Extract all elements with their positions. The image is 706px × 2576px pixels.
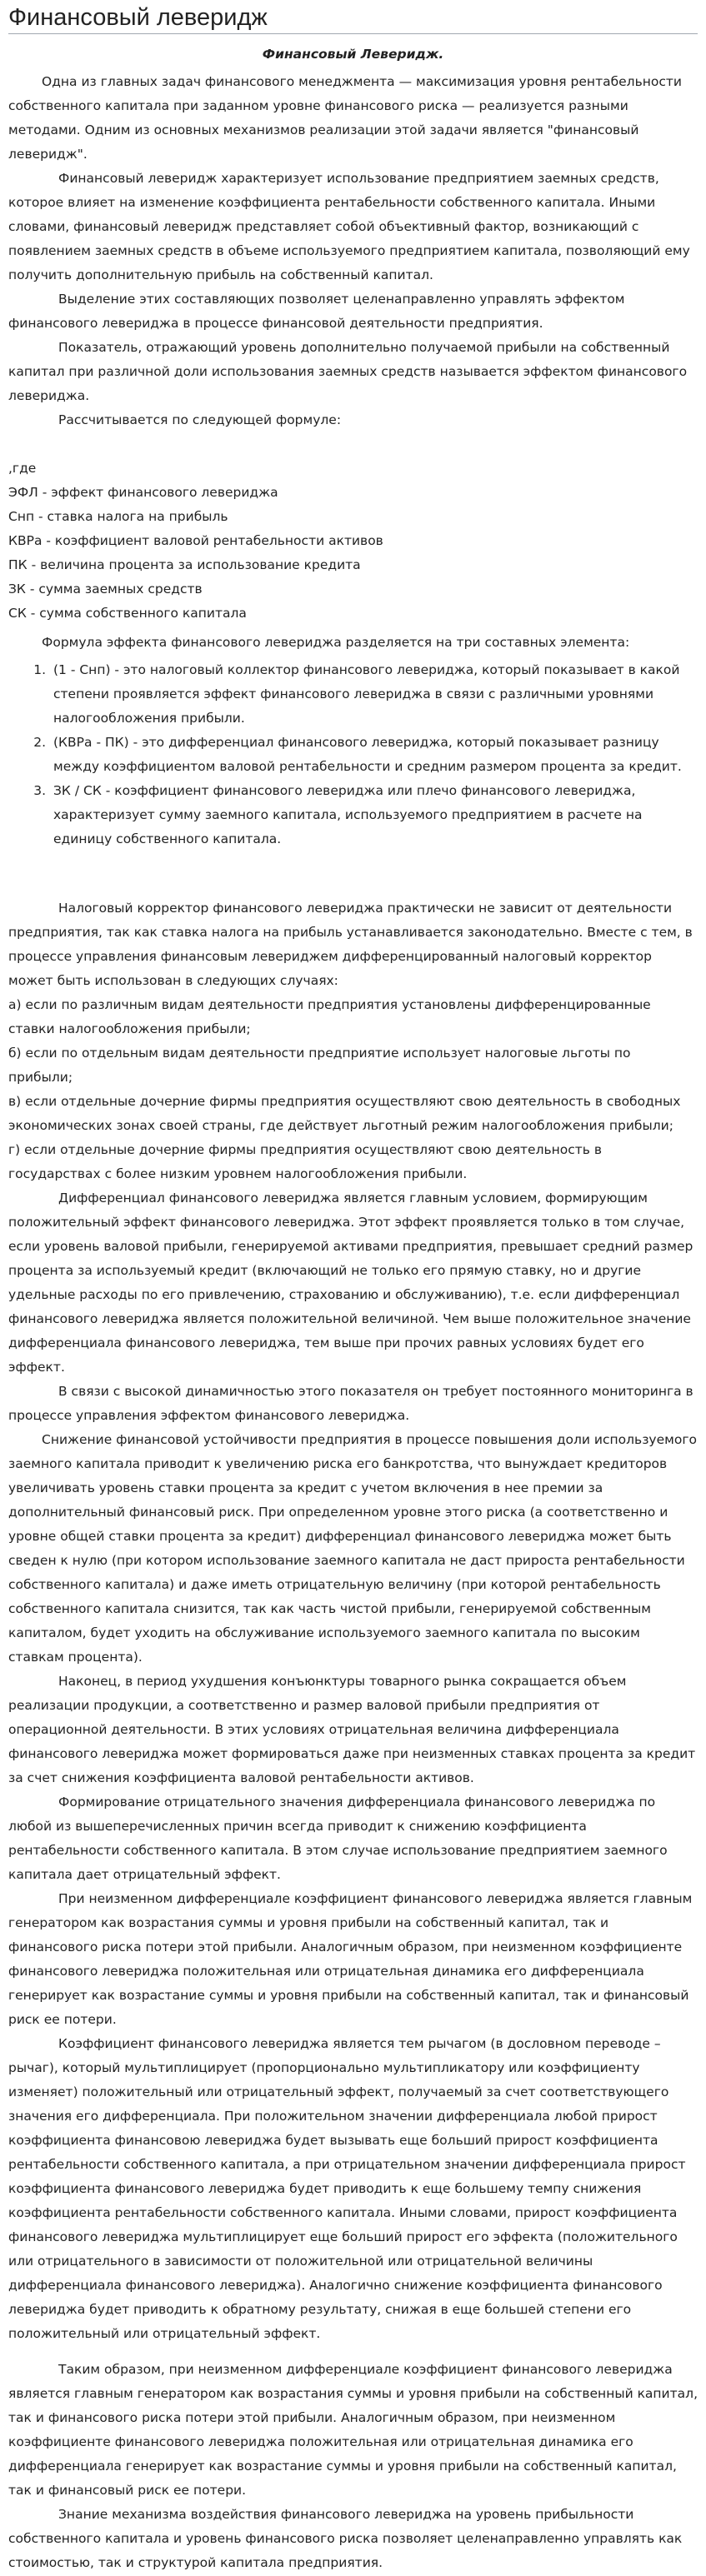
formula-caption: Рассчитывается по следующей формуле: [58,412,342,427]
definition-item: ЗК - сумма заемных средств [8,582,203,597]
case-item: а) если по различным видам деятельности предприятия установлены дифференцированные ставки налогообложения прибыли; [8,997,651,1036]
spacer [8,2346,698,2358]
case-item: в) если отдельные дочерние фирмы предприятия осуществляют свою деятельность в свободных экономических зонах своей страны, где действует льготный режим налогообложения прибыли; [8,1094,681,1133]
definitions-where: ,где [8,461,37,476]
list-item: 3. ЗК / СК - коэффициент финансового левериджа или плечо финансового левериджа, характеризует сумму заемного капитала, используемого предприятием в расчете на единицу собственного капитала. [50,779,698,851]
body-paragraph: Наконец, в период ухудшения конъюнктуры товарного рынка сокращается объем реализации продукции, а соответственно и размер валовой прибыли предприятия от операционной деятельности. В этих условиях отрицательная величина дифференциала финансового левериджа может формироваться даже при неизменных ставках процента за кредит за счет снижения коэффициента валовой рентабельности активов. [8,1674,696,1785]
document-heading: Финансовый Леверидж. [262,47,444,62]
definition-item: КВРа - коэффициент валовой рентабельности активов [8,533,383,548]
intro-paragraph-4: Показатель, отражающий уровень дополнительно получаемой прибыли на собственный капитал при различной доли использования заемных средств называется эффектом финансового левериджа. [8,340,688,403]
definition-item: Снп - ставка налога на прибыль [8,509,228,524]
body-paragraph: Знание механизма воздействия финансового левериджа на уровень прибыльности собственного капитала и уровень финансового риска позволяет целенаправленно управлять как стоимостью, так и структурой капитала предприятия. [8,2507,683,2570]
body-paragraph: В связи с высокой динамичностью этого показателя он требует постоянного мониторинга в процессе управления эффектом финансового левериджа. [8,1384,693,1423]
intro-paragraph-2: Финансовый леверидж характеризует использование предприятием заемных средств, которое влияет на изменение коэффициента рентабельности собственного капитала. Иными словами, финансовый леверидж представляет собой объективный фактор, возникающий с появлением заемных средств в объеме используемого предприятием капитала, позволяющий ему получить дополнительную прибыль на собственный капитал. [8,171,690,282]
tax-corrector-paragraph: Налоговый корректор финансового левериджа практически не зависит от деятельности предприятия, так как ставка налога на прибыль устанавливается законодательно. Вместе с тем, в процессе управления финансовым левериджем дифференцированный налоговый корректор может быть использован в следующих случаях: [8,901,693,988]
spacer [8,860,698,896]
body-paragraph: Дифференциал финансового левериджа является главным условием, формирующим положительный эффект финансового левериджа. Этот эффект проявляется только в том случае, если уровень валовой прибыли, генерируемой активами предприятия, превышает средний размер процента за используемый кредит (включающий не только его прямую ставку, но и другие удельные расходы по его привлечению, страхованию и обслуживанию), т.е. если дифференциал финансового левериджа является положительной величиной. Чем выше положительное значение дифференциала финансового левериджа, тем выше при прочих равных условиях будет его эффект. [8,1191,693,1375]
body-paragraph: Формирование отрицательного значения дифференциала финансового левериджа по любой из вышеперечисленных причин всегда приводит к снижению коэффициента рентабельности собственного капитала. В этом случае использование предприятием заемного капитала дает отрицательный эффект. [8,1795,668,1882]
formula-placeholder [8,432,698,457]
list-item: 2. (КВРа - ПК) - это дифференциал финансового левериджа, который показывает разницу между коэффициентом валовой рентабельности и средним размером процента за кредит. [50,731,698,779]
intro-paragraph-1: Одна из главных задач финансового менеджмента — максимизация уровня рентабельности собственного капитала при заданном уровне финансового риска — реализуется разными методами. Одним из основных механизмов реализации этой задачи является "финансовый леверидж". [8,74,682,162]
case-item: б) если по отдельным видам деятельности предприятие использует налоговые льготы по прибыли; [8,1046,631,1085]
intro-paragraph-3: Выделение этих составляющих позволяет целенаправленно управлять эффектом финансового левериджа в процессе финансовой деятельности предприятия. [8,292,625,331]
components-list [8,658,698,851]
body-paragraph: При неизменном дифференциале коэффициент финансового левериджа является главным генератором как возрастания суммы и уровня прибыли на собственный капитал, так и финансового риска потери этой прибыли. Аналогичным образом, при неизменном коэффициенте финансового левериджа положительная или отрицательная динамика его дифференциала генерирует как возрастание суммы и уровня прибыли на собственный капитал, так и финансовый риск ее потери. [8,1891,693,2027]
definition-item: СК - сумма собственного капитала [8,606,247,621]
body-paragraph: Коэффициент финансового левериджа является тем рычагом (в дословном переводе – рычаг), который мультиплицирует (пропорционально мультипликатору или коэффициенту изменяет) положительный или отрицательный эффект, получаемый за счет соответствующего значения его дифференциала. При положительном значении дифференциала любой прирост коэффициента финансовою левериджа будет вызывать еще больший прирост коэффициента рентабельности собственного капитала, а при отрицательном значении дифференциала прирост коэффициента финансового левериджа будет приводить к еще большему темпу снижения коэффициента рентабельности собственного капитала. Иными словами, прирост коэффициента финансового левериджа мультиплицирует еще больший прирост его эффекта (положительного или отрицательного в зависимости от положительной или отрицательной величины дифференциала финансового левериджа). Аналогично снижение коэффициента финансового левериджа будет приводить к обратному результату, снижая в еще большей степени его положительный или отрицательный эффект. [8,2036,686,2341]
body-paragraph: Снижение финансовой устойчивости предприятия в процессе повышения доли используемого заемного капитала приводит к увеличению риска его банкротства, что вынуждает кредиторов увеличивать уровень ставки процента за кредит с учетом включения в нее премии за дополнительный финансовый риск. При определенном уровне этого риска (а соответственно и уровне общей ставки процента за кредит) дифференциал финансового левериджа может быть сведен к нулю (при котором использование заемного капитала не даст прироста рентабельности собственного капитала) и даже иметь отрицательную величину (при которой рентабельность собственного капитала снизится, так как часть чистой прибыли, генерируемой собственным капиталом, будет уходить на обслуживание используемого заемного капитала по высоким ставкам процента). [8,1432,697,1665]
definition-item: ПК - величина процента за использование кредита [8,557,361,572]
body-paragraph: Таким образом, при неизменном дифференциале коэффициент финансового левериджа является главным генератором как возрастания суммы и уровня прибыли на собственный капитал, так и финансового риска потери этой прибыли. Аналогичным образом, при неизменном коэффициенте финансового левериджа положительная или отрицательная динамика его дифференциала генерирует как возрастание суммы и уровня прибыли на собственный капитал, так и финансовый риск ее потери. [8,2362,698,2498]
case-item: г) если отдельные дочерние фирмы предприятия осуществляют свою деятельность в государствах с более низким уровнем налогообложения прибыли. [8,1142,603,1181]
list-item: 1. (1 - Снп) - это налоговый коллектор финансового левериджа, который показывает в какой степени проявляется эффект финансового левериджа в связи с различными уровнями налогообложения прибыли. [50,658,698,731]
page-title: Финансовый леверидж [8,0,698,34]
formula-intro: Формула эффекта финансового левериджа разделяется на три составных элемента: [42,635,630,650]
definition-item: ЭФЛ - эффект финансового левериджа [8,485,278,500]
